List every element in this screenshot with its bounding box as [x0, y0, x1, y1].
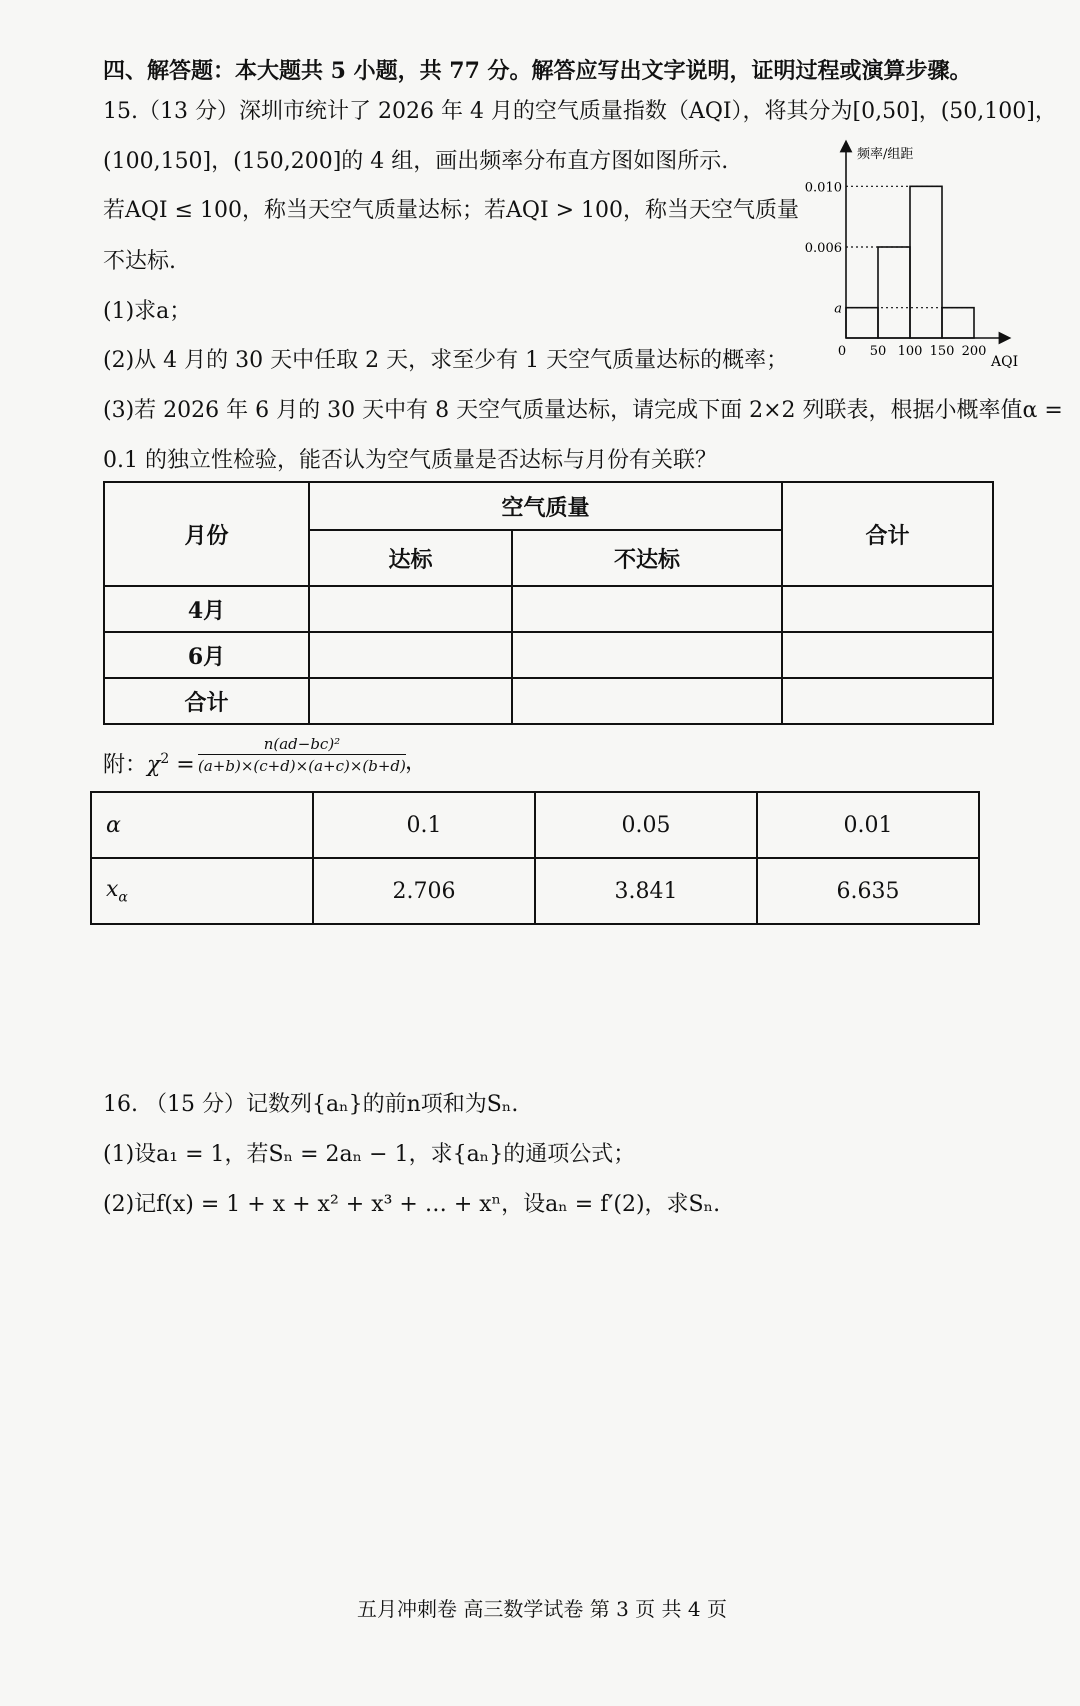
- header-total: 合计: [782, 482, 993, 586]
- table-cell: [512, 632, 782, 678]
- histogram-bar: [878, 247, 910, 338]
- contingency-table: [103, 481, 994, 725]
- y-tick-label: 0.010: [804, 180, 842, 196]
- histogram-bar: [910, 186, 942, 338]
- q15-part-2: (2)从 4 月的 30 天中任取 2 天，求至少有 1 天空气质量达标的概率；: [103, 348, 789, 373]
- fraction-numerator: n(ad−bc)²: [198, 735, 406, 755]
- x-subscript: α: [118, 889, 128, 906]
- table-cell: [782, 678, 993, 724]
- y-tick-label: 0.006: [804, 241, 842, 256]
- q15-part-3b: 0.1 的独立性检验，能否认为空气质量是否达标与月份有关联？: [103, 448, 717, 473]
- header-pass: 达标: [309, 530, 512, 586]
- q15-line-1: 15.（13 分）深圳市统计了 2026 年 4 月的空气质量指数（AQI），将其分为[0,50]，(50,100]，: [103, 99, 1057, 124]
- critical-value: 2.706: [313, 858, 535, 924]
- alpha-value: 0.1: [313, 792, 535, 858]
- histogram-bar: [846, 308, 878, 338]
- y-tick-label: a: [834, 301, 842, 317]
- table-cell: [309, 632, 512, 678]
- header-month: 月份: [104, 482, 309, 586]
- row-label-april: 4月: [104, 586, 309, 632]
- alpha-label: α: [91, 792, 313, 858]
- table-cell: [512, 678, 782, 724]
- q16-part-2: (2)记f(x) = 1 + x + x² + x³ + … + xⁿ，设aₙ = f′(2)，求Sₙ.: [103, 1192, 721, 1217]
- critical-value: 6.635: [757, 858, 979, 924]
- x-tick-label: 50: [869, 344, 887, 359]
- formula-prefix: 附：: [103, 752, 148, 778]
- frequency-histogram: [795, 138, 1035, 373]
- chi-square-fraction: [198, 735, 406, 775]
- chi-exponent: 2: [160, 751, 170, 767]
- alpha-value: 0.01: [757, 792, 979, 858]
- row-label-june: 6月: [104, 632, 309, 678]
- critical-value-table: [90, 791, 980, 925]
- table-cell: [782, 632, 993, 678]
- chi-symbol: χ: [147, 752, 161, 778]
- header-air-quality: 空气质量: [309, 482, 782, 530]
- page-footer: 五月冲刺卷 高三数学试卷 第 3 页 共 4 页: [357, 1597, 727, 1621]
- histogram-bar: [942, 308, 974, 338]
- table-cell: [309, 678, 512, 724]
- x-tick-label: 150: [929, 344, 955, 359]
- formula-suffix: ，: [405, 750, 428, 775]
- x-symbol: x: [106, 876, 119, 902]
- header-fail: 不达标: [512, 530, 782, 586]
- section-heading: 四、解答题：本大题共 5 小题，共 77 分。解答应写出文字说明，证明过程或演算步骤。: [103, 58, 972, 84]
- formula-equals: =: [169, 752, 195, 778]
- q15-line-2: (100,150]，(150,200]的 4 组，画出频率分布直方图如图所示.: [103, 149, 729, 174]
- table-cell: [512, 586, 782, 632]
- q15-line-3: 若AQI ≤ 100，称当天空气质量达标；若AQI > 100，称当天空气质量: [103, 198, 800, 223]
- x-tick-label: 100: [897, 344, 923, 359]
- q15-part-3a: (3)若 2026 年 6 月的 30 天中有 8 天空气质量达标，请完成下面 2×2 列联表，根据小概率值α =: [103, 398, 1063, 423]
- x-alpha-label: [91, 858, 313, 924]
- x-axis-label: AQI: [991, 354, 1019, 370]
- q15-part-1: (1)求a；: [103, 299, 192, 324]
- q15-line-4: 不达标.: [103, 249, 176, 274]
- row-label-total: 合计: [104, 678, 309, 724]
- x-tick-label: 0: [837, 344, 847, 359]
- alpha-value: 0.05: [535, 792, 757, 858]
- y-axis-label: 频率/组距: [857, 147, 914, 162]
- x-tick-label: 200: [961, 344, 987, 359]
- table-cell: [309, 586, 512, 632]
- q16-line-1: 16. （15 分）记数列{aₙ}的前n项和为Sₙ.: [103, 1092, 519, 1117]
- critical-value: 3.841: [535, 858, 757, 924]
- table-cell: [782, 586, 993, 632]
- q16-part-1: (1)设a₁ = 1，若Sₙ = 2aₙ − 1，求{aₙ}的通项公式；: [103, 1142, 636, 1167]
- formula-line: [103, 744, 195, 780]
- fraction-denominator: (a+b)×(c+d)×(a+c)×(b+d): [198, 757, 406, 775]
